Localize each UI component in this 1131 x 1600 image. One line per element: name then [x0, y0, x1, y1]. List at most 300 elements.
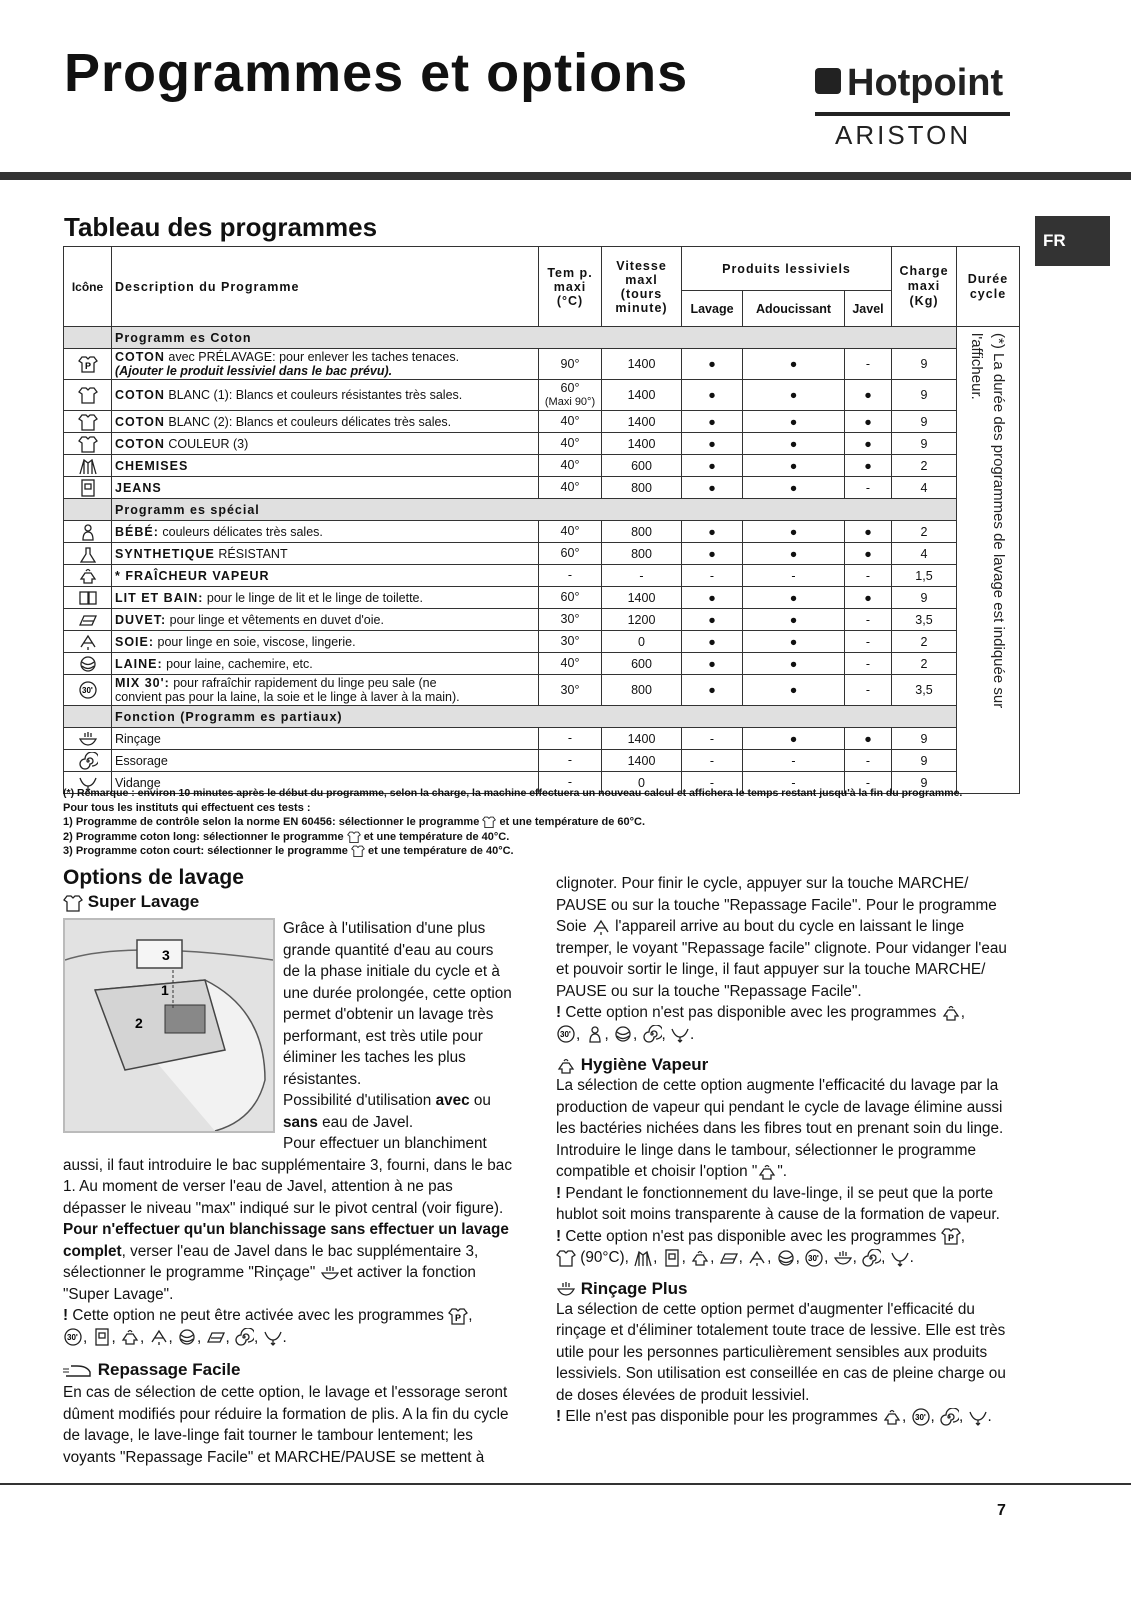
wash-cell: - — [682, 772, 743, 794]
super-lavage-p4a: Pour n'effectuer qu'un blanchissage sans effectuer un lavage complet — [63, 1221, 509, 1260]
temp-cell: 40° — [539, 477, 602, 499]
hygiene-p1: La sélection de cette option augmente l'efficacité du lavage par la production de vapeur qui pendant le cycle de lavage élimine aussi les bactéries nichées dans les fibres tout en prenant soin du linge. Introduire le linge dans le tambour, sélectionner le programme compatible et choisir l'option " — [556, 1077, 1004, 1180]
table-row — [64, 587, 1020, 609]
logo-mark-icon — [815, 68, 841, 94]
softener-cell: - — [743, 750, 845, 772]
program-description — [112, 565, 539, 587]
warning-mark: ! — [556, 1227, 562, 1245]
speed-cell: 0 — [602, 631, 682, 653]
super-lavage-title: Super Lavage — [87, 892, 200, 911]
program-label: SOIE: — [115, 634, 155, 649]
load-cell: 9 — [892, 587, 957, 609]
speed-cell: 1400 — [602, 411, 682, 433]
drain-icon — [968, 1408, 988, 1426]
bleach-cell: ● — [845, 521, 892, 543]
shirt-icon — [633, 1249, 653, 1267]
icon-row — [448, 1307, 468, 1324]
wash-cell: - — [682, 728, 743, 750]
repassage-p1b: l'appareil arrive au bout du cycle en laissant le linge tremper, le voyant "Repassage facile" clignote. Pour vidanger l'eau et pouvoir sortir le linge, il faut appuyer sur la touche MARCHE/ PAUSE ou sur la touche "Repassage Facile". — [556, 918, 1007, 1000]
program-description — [112, 433, 539, 455]
temp-cell: 40° — [539, 521, 602, 543]
page-number: 7 — [997, 1502, 1006, 1519]
steam-icon — [882, 1408, 902, 1426]
header-products: Produits lessiviels — [682, 247, 892, 291]
bleach-cell: - — [845, 349, 892, 380]
rincage-p2: Elle n'est pas disponible pour les programmes — [561, 1408, 878, 1425]
spin-icon — [861, 1249, 881, 1267]
wash-cell: ● — [682, 380, 743, 411]
program-description — [112, 455, 539, 477]
duvet-icon — [719, 1249, 739, 1267]
temp-cell: 60° — [539, 587, 602, 609]
spin-icon — [939, 1408, 959, 1426]
bleach-cell: - — [845, 477, 892, 499]
hygiene-p3b: (90°C), — [576, 1249, 629, 1266]
program-icon-cell — [64, 587, 112, 609]
program-desc: pour le linge de lit et le linge de toilette. — [203, 590, 423, 605]
speed-cell: 600 — [602, 455, 682, 477]
mix30-icon — [556, 1025, 576, 1043]
wash-cell: ● — [682, 455, 743, 477]
program-icon-cell — [64, 631, 112, 653]
load-cell: 4 — [892, 543, 957, 565]
duration-note: (*) La durée des programmes de lavage est indiquée sur l'afficheur. — [968, 333, 1007, 709]
rincage-title: Rinçage Plus — [580, 1278, 688, 1298]
rincage-p1: La sélection de cette option permet d'augmenter l'efficacité du rinçage et d'éliminer totalement toute trace de lessive. Elle est très utile pour les personnes particulièrement sensibles aux produits lessiviels. Son utilisation est conseillée en cas de pleine charge ou de doses élevées de produit lessiviel. — [556, 1300, 1006, 1404]
header-bleach: Javel — [845, 291, 892, 327]
wash-cell: ● — [682, 631, 743, 653]
program-desc: BLANC (1): Blancs et couleurs résistantes très sales. — [164, 388, 463, 402]
baby-icon — [78, 523, 98, 541]
program-desc: RÉSISTANT — [214, 546, 288, 561]
jeans-icon — [92, 1328, 112, 1346]
header-divider — [0, 172, 1131, 180]
bleach-cell: - — [845, 565, 892, 587]
options-title: Options de lavage — [63, 866, 244, 889]
load-cell: 9 — [892, 349, 957, 380]
repassage-p1: En cas de sélection de cette option, le lavage et l'essorage seront dûment modifiés pour réduire la formation de plis. A la fin du cycle de lavage, le lave-linge fait tourner le tambour lentement; les voyants "Repassage Facile" et MARCHE/PAUSE se mettent à — [63, 1384, 509, 1466]
speed-cell: 1400 — [602, 433, 682, 455]
super-lavage-p4c: et activer la fonction "Super Lavage" — [63, 1264, 476, 1303]
section-icon-cell — [64, 499, 112, 521]
program-icon-cell — [64, 349, 112, 380]
program-description — [112, 587, 539, 609]
svg-text:30': 30' — [808, 1253, 819, 1263]
load-cell: 2 — [892, 631, 957, 653]
speed-cell: 1400 — [602, 728, 682, 750]
bleach-cell: ● — [845, 380, 892, 411]
silk-icon — [149, 1328, 169, 1346]
jeans-icon — [662, 1249, 682, 1267]
program-description — [112, 411, 539, 433]
bleach-cell: ● — [845, 728, 892, 750]
program-label: CHEMISES — [115, 458, 189, 473]
warning-mark: ! — [556, 1408, 562, 1425]
brand-logo — [815, 62, 1030, 152]
program-label: COTON — [115, 436, 165, 451]
speed-cell: 1400 — [602, 349, 682, 380]
temp-cell: - — [539, 565, 602, 587]
program-description — [112, 521, 539, 543]
program-description — [112, 380, 539, 411]
program-desc: pour linge en soie, viscose, lingerie. — [154, 634, 356, 649]
silk-icon — [747, 1249, 767, 1267]
load-cell: 3,5 — [892, 609, 957, 631]
icon-row — [941, 1228, 961, 1245]
program-icon-cell — [64, 380, 112, 411]
wool-icon — [776, 1249, 796, 1267]
program-icon-cell — [64, 728, 112, 750]
table-row — [64, 521, 1020, 543]
bleach-cell: - — [845, 653, 892, 675]
table-row — [64, 349, 1020, 380]
drain-icon — [670, 1025, 690, 1043]
icon-row — [556, 1249, 576, 1266]
program-description — [112, 631, 539, 653]
hygiene-heading — [556, 1055, 1016, 1075]
super-lavage-p2d: sans — [283, 1113, 318, 1131]
table-row — [64, 565, 1020, 587]
cotton-icon — [78, 435, 98, 453]
steam-icon — [757, 1163, 777, 1181]
section-title: Fonction (Programm es partiaux) — [112, 706, 957, 728]
steam-icon — [690, 1249, 710, 1267]
softener-cell: - — [743, 772, 845, 794]
load-cell: 9 — [892, 411, 957, 433]
bleach-cell: - — [845, 675, 892, 706]
rinse-icon — [78, 730, 98, 748]
program-description — [112, 543, 539, 565]
wash-cell: ● — [682, 411, 743, 433]
program-icon-cell — [64, 565, 112, 587]
cotton-prewash-icon — [448, 1307, 468, 1325]
repassage-title: Repassage Facile — [97, 1360, 241, 1379]
mix30-icon — [78, 681, 98, 699]
table-row — [64, 750, 1020, 772]
svg-text:30': 30' — [560, 1030, 571, 1040]
hygiene-p1b: ". — [777, 1163, 788, 1180]
wash-cell: ● — [682, 587, 743, 609]
bleach-cell: - — [845, 609, 892, 631]
program-desc: pour laine, cachemire, etc. — [162, 656, 313, 671]
svg-text:P: P — [84, 361, 91, 371]
page-title: Programmes et options — [64, 43, 689, 103]
sub-brand-name: ARISTON — [835, 120, 972, 150]
spin-icon — [642, 1025, 662, 1043]
program-icon-cell — [64, 750, 112, 772]
program-label: SYNTHETIQUE — [115, 546, 215, 561]
mix30-icon — [804, 1249, 824, 1267]
super-wash-icon — [63, 894, 83, 912]
program-description — [112, 477, 539, 499]
table-row — [64, 380, 1020, 411]
wash-cell: ● — [682, 653, 743, 675]
mix30-icon — [911, 1408, 931, 1426]
super-lavage-p1: Grâce à l'utilisation d'une plus grande quantité d'eau au cours de la phase initiale du cycle et à une durée prolongée, cette option permet d'obtenir un lavage très performant, est très utile pour éliminer les taches les plus résistantes. — [283, 920, 512, 1088]
steam-icon — [556, 1057, 576, 1075]
warning-mark: ! — [556, 1004, 562, 1021]
program-desc: Essorage — [115, 753, 168, 768]
shirt-icon — [78, 457, 98, 475]
temp-cell: 60° (Maxi 90°) — [539, 380, 602, 411]
program-icon-cell — [64, 433, 112, 455]
load-cell: 1,5 — [892, 565, 957, 587]
duvet-icon — [78, 611, 98, 629]
cotton-icon — [78, 386, 98, 404]
softener-cell: ● — [743, 653, 845, 675]
softener-cell: ● — [743, 543, 845, 565]
program-description — [112, 653, 539, 675]
program-label: COTON — [115, 350, 165, 364]
super-lavage-p4b: , verser l'eau de Javel dans le bac supplémentaire 3, sélectionner le programme "Rinçage" — [63, 1242, 479, 1281]
program-label: LIT ET BAIN: — [115, 590, 204, 605]
load-cell: 9 — [892, 750, 957, 772]
note-1: 1) Programme de contrôle selon la norme EN 60456: sélectionner le programme — [63, 816, 480, 829]
load-cell: 2 — [892, 653, 957, 675]
wash-cell: ● — [682, 349, 743, 380]
super-lavage-heading — [63, 892, 513, 912]
temp-cell: - — [539, 728, 602, 750]
note-1-end: et une température de 60°C. — [499, 816, 646, 829]
super-lavage-p2c: ou — [469, 1092, 491, 1109]
header-softener: Adoucissant — [743, 291, 845, 327]
bleach-cell: - — [845, 631, 892, 653]
bleach-cell: ● — [845, 587, 892, 609]
temp-cell: 30° — [539, 675, 602, 706]
repassage-heading — [63, 1360, 513, 1380]
program-icon-cell — [64, 653, 112, 675]
steam-icon — [78, 567, 98, 585]
program-description — [112, 349, 539, 380]
icon-row: 30' , , , , — [556, 1026, 690, 1043]
header-temp: Tem p. maxi (°C) — [539, 247, 602, 327]
cotton-icon — [347, 830, 361, 844]
bleach-cell: - — [845, 772, 892, 794]
header-duration: Durée cycle — [957, 247, 1020, 327]
temp-cell: 30° — [539, 609, 602, 631]
synthetic-icon — [78, 545, 98, 563]
table-row — [64, 455, 1020, 477]
hygiene-p3: Cette option n'est pas disponible avec les programmes — [561, 1227, 937, 1245]
load-cell: 9 — [892, 433, 957, 455]
mix30-icon — [63, 1328, 83, 1346]
wash-cell: ● — [682, 521, 743, 543]
wash-cell: ● — [682, 675, 743, 706]
detergent-drawer-figure — [63, 918, 275, 1133]
super-lavage-p2e: eau de Javel. — [317, 1113, 414, 1131]
table-row — [64, 543, 1020, 565]
wash-cell: - — [682, 750, 743, 772]
bleach-cell: ● — [845, 411, 892, 433]
spin-icon — [234, 1328, 254, 1346]
duvet-icon — [206, 1328, 226, 1346]
softener-cell: ● — [743, 587, 845, 609]
program-desc-2: convient pas pour la laine, la soie et le linge à laver à la main). — [115, 690, 460, 704]
spin-icon — [78, 752, 98, 770]
wash-cell: ● — [682, 543, 743, 565]
program-desc: avec PRÉLAVAGE: pour enlever les taches tenaces. — [164, 350, 460, 364]
note-3-end: et une température de 40°C. — [367, 845, 514, 858]
section-row — [64, 499, 1020, 521]
program-label: BÉBÉ: — [115, 524, 159, 539]
table-row — [64, 477, 1020, 499]
speed-cell: 800 — [602, 675, 682, 706]
super-lavage-p2a: Possibilité d'utilisation — [283, 1092, 436, 1109]
baby-icon — [585, 1025, 605, 1043]
program-desc: COULEUR (3) — [164, 436, 249, 451]
program-label: COTON — [115, 388, 165, 402]
program-desc-2: (Ajouter le produit lessiviel dans le bac prévu). — [115, 364, 393, 378]
wool-icon — [78, 655, 98, 673]
figure-label-2: 2 — [135, 1015, 143, 1031]
program-description — [112, 609, 539, 631]
bed-bath-icon — [78, 589, 98, 607]
speed-cell: 1400 — [602, 750, 682, 772]
wash-cell: ● — [682, 433, 743, 455]
program-description — [112, 750, 539, 772]
softener-cell: ● — [743, 609, 845, 631]
speed-cell: 800 — [602, 521, 682, 543]
section-title: Programm es Coton — [112, 327, 957, 349]
rinse-icon — [833, 1249, 853, 1267]
softener-cell: ● — [743, 433, 845, 455]
warning-mark: ! — [63, 1307, 69, 1324]
cotton-prewash-icon — [78, 355, 98, 373]
load-cell: 9 — [892, 728, 957, 750]
softener-cell: ● — [743, 728, 845, 750]
wool-icon — [613, 1025, 633, 1043]
icon-row: , 30' , , — [882, 1408, 988, 1425]
svg-text:30': 30' — [67, 1333, 78, 1343]
temp-cell: 40° — [539, 455, 602, 477]
program-label: * FRAÎCHEUR VAPEUR — [115, 568, 270, 583]
program-label: LAINE: — [115, 656, 163, 671]
footer-divider — [0, 1483, 1131, 1485]
programs-table — [63, 246, 1020, 794]
program-icon-cell — [64, 675, 112, 706]
load-cell: 2 — [892, 521, 957, 543]
note-3: 3) Programme coton court: sélectionner le programme — [63, 845, 348, 858]
iron-icon — [63, 1362, 93, 1380]
section-title: Programm es spécial — [112, 499, 957, 521]
temp-cell: - — [539, 772, 602, 794]
header-wash: Lavage — [682, 291, 743, 327]
steam-icon — [120, 1328, 140, 1346]
icon-row: , , , , , , 30' , , , — [633, 1249, 910, 1266]
softener-cell: ● — [743, 631, 845, 653]
language-tab: FR — [1035, 216, 1110, 266]
rinse-icon — [320, 1264, 336, 1282]
figure-label-3: 3 — [162, 947, 170, 963]
bleach-cell: ● — [845, 543, 892, 565]
icon-row — [941, 1004, 961, 1021]
load-cell: 9 — [892, 380, 957, 411]
section-icon-cell — [64, 706, 112, 728]
load-cell: 2 — [892, 455, 957, 477]
note-institutes: Pour tous les instituts qui effectuent ces tests : — [63, 801, 311, 814]
program-desc: BLANC (2): Blancs et couleurs délicates très sales. — [164, 414, 452, 429]
section-row — [64, 706, 1020, 728]
softener-cell: ● — [743, 349, 845, 380]
cotton-icon — [556, 1249, 576, 1267]
temp-cell: - — [539, 750, 602, 772]
section-icon-cell — [64, 327, 112, 349]
program-desc: Rinçage — [115, 731, 161, 746]
table-row — [64, 728, 1020, 750]
bleach-cell: ● — [845, 455, 892, 477]
bleach-cell: ● — [845, 433, 892, 455]
speed-cell: 800 — [602, 477, 682, 499]
hygiene-title: Hygiène Vapeur — [580, 1055, 709, 1074]
temp-cell: 40° — [539, 411, 602, 433]
softener-cell: ● — [743, 521, 845, 543]
note-2: 2) Programme coton long: sélectionner le programme — [63, 830, 344, 843]
wool-icon — [177, 1328, 197, 1346]
program-desc: couleurs délicates très sales. — [158, 524, 323, 539]
cotton-prewash-icon — [941, 1227, 961, 1245]
brand-name: Hotpoint — [847, 62, 1004, 104]
repassage-p2: Cette option n'est pas disponible avec les programmes — [561, 1004, 937, 1021]
softener-cell: ● — [743, 411, 845, 433]
program-label: JEANS — [115, 480, 162, 495]
header-speed: Vitesse maxl (tours minute) — [602, 247, 682, 327]
program-icon-cell — [64, 477, 112, 499]
header-load: Charge maxi (Kg) — [892, 247, 957, 327]
bleach-cell: - — [845, 750, 892, 772]
temp-cell: 60° — [539, 543, 602, 565]
table-row — [64, 653, 1020, 675]
cotton-icon — [351, 844, 365, 858]
svg-text:30': 30' — [914, 1412, 926, 1422]
wash-cell: ● — [682, 477, 743, 499]
duration-note-cell — [957, 327, 1020, 794]
jeans-icon — [78, 479, 98, 497]
program-desc: pour linge et vêtements en duvet d'oie. — [166, 612, 384, 627]
program-icon-cell — [64, 455, 112, 477]
program-icon-cell — [64, 521, 112, 543]
cotton-icon — [482, 815, 496, 829]
repassage-continued: clignoter. Pour finir le cycle, appuyer sur la touche MARCHE/ PAUSE ou sur la touche "Repassage Facile". Pour le programme Soie l'appareil arrive au bout du cycle en laissant le linge tremper, le voyant "Repassage facile" clignote. Pour vidanger l'eau et pouvoir sortir le linge, il faut appuyer sur la touche MARCHE/ PAUSE ou sur la touche "Repassage Facile". — [556, 875, 1007, 1000]
silk-icon — [78, 633, 98, 651]
temp-cell: 40° — [539, 653, 602, 675]
header-icon: Icône — [64, 247, 112, 327]
figure-label-1: 1 — [161, 982, 169, 998]
load-cell: 9 — [892, 772, 957, 794]
table-row — [64, 609, 1020, 631]
table-title: Tableau des programmes — [64, 212, 378, 242]
svg-text:30': 30' — [81, 686, 93, 695]
super-lavage-p2b: avec — [435, 1092, 470, 1109]
drain-icon — [263, 1328, 283, 1346]
program-desc: pour rafraîchir rapidement du linge peu sale (ne — [169, 676, 437, 690]
program-description — [112, 728, 539, 750]
rincage-heading — [556, 1279, 1016, 1299]
note-remark: (*) Remarque : environ 10 minutes après le début du programme, selon la charge, la machine effectuera un nouveau calcul et affichera le temps restant jusqu'à la fin du programme. — [63, 787, 963, 799]
program-desc: Vidange — [115, 775, 161, 790]
note-2-end: et une température de 40°C. — [363, 830, 510, 843]
temp-cell: 30° — [539, 631, 602, 653]
rinse-icon — [556, 1280, 576, 1298]
softener-cell: ● — [743, 477, 845, 499]
icon-row — [757, 1163, 777, 1180]
table-notes — [63, 786, 1063, 859]
softener-cell: ● — [743, 455, 845, 477]
softener-cell: ● — [743, 675, 845, 706]
drain-icon — [890, 1249, 910, 1267]
svg-text:P: P — [947, 1233, 954, 1244]
warning-mark: ! — [556, 1184, 562, 1202]
table-row — [64, 433, 1020, 455]
